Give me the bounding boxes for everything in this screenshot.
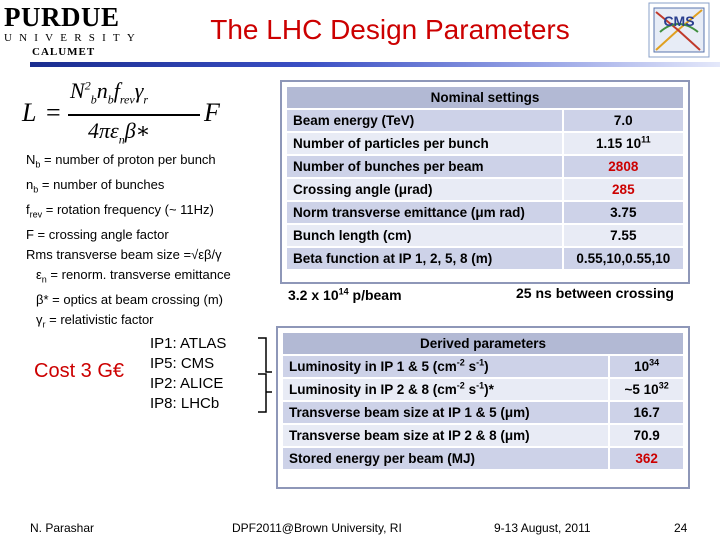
derived-parameters-title: Derived parameters [282, 332, 684, 355]
row-value-mantissa: ~5 10 [624, 382, 659, 397]
nominal-settings-panel [280, 80, 690, 284]
cms-logo [648, 2, 710, 58]
ip-list [150, 334, 226, 414]
footer-date: 9-13 August, 2011 [494, 521, 591, 535]
beam-note-unit: p/beam [348, 287, 402, 303]
row-label: Beam energy (TeV) [286, 109, 563, 132]
row-value: 7.0 [563, 109, 684, 132]
formula-numerator-symbol: N [70, 78, 85, 103]
row-label-part: s [464, 382, 477, 397]
row-label-part: )* [484, 382, 494, 397]
row-label-part: s [464, 359, 477, 374]
table-row [282, 447, 684, 470]
row-value [609, 355, 684, 378]
definition-item: F = crossing angle factor [26, 226, 169, 242]
formula-lhs: L [22, 98, 37, 127]
ip-item: IP8: LHCb [150, 395, 220, 412]
purdue-logo-line2: UNIVERSITY [4, 32, 142, 44]
beam-note-mantissa: 3.2 x 10 [288, 287, 339, 303]
derived-parameters-table [281, 331, 685, 471]
row-label-part: Luminosity in IP 2 & 8 (cm [289, 382, 457, 397]
row-label: Number of particles per bunch [286, 132, 563, 155]
row-label-exponent: -2 [456, 357, 465, 368]
symbol-definitions [26, 150, 276, 335]
definition-nb-text: = number of proton per bunch [40, 152, 216, 167]
row-label-exponent: -2 [456, 380, 465, 391]
row-label-part: ) [484, 359, 489, 374]
footer-venue: DPF2011@Brown University, RI [232, 521, 402, 535]
table-row [286, 178, 684, 201]
beam-particle-note [288, 287, 402, 303]
row-label: Norm transverse emittance (μm rad) [286, 201, 563, 224]
definition-item: β* = optics at beam crossing (m) [36, 292, 224, 308]
definition-item: $\gamma_r$ = relativistic factor [36, 312, 154, 331]
row-label-exponent: -1 [476, 380, 485, 391]
row-value [563, 132, 684, 155]
purdue-logo-line3: CALUMET [32, 46, 96, 58]
table-row [286, 201, 684, 224]
row-label: Number of bunches per beam [286, 155, 563, 178]
row-label: Transverse beam size at IP 2 & 8 (μm) [282, 424, 609, 447]
row-label: Stored energy per beam (MJ) [282, 447, 609, 470]
cms-logo-text: CMS [663, 13, 695, 29]
footer-page-number: 24 [674, 521, 688, 535]
table-row [282, 378, 684, 401]
definition-item: $f_{rev}$ = rotation frequency (~ 11Hz) [26, 201, 214, 220]
row-value: 362 [609, 447, 684, 470]
row-value-exponent: 11 [641, 134, 651, 145]
table-row [282, 401, 684, 424]
ip-bracket [254, 334, 276, 416]
definition-item: $N_b$ = number of proton per bunch [26, 152, 216, 170]
table-row [286, 224, 684, 247]
table-row [286, 109, 684, 132]
row-label: Crossing angle (μrad) [286, 178, 563, 201]
purdue-logo-line1: PURDUE [4, 2, 120, 32]
row-value-mantissa: 1.15 10 [596, 136, 642, 151]
table-row [282, 424, 684, 447]
footer-author: N. Parashar [30, 521, 95, 535]
row-value: 2808 [563, 155, 684, 178]
row-value-exponent: 34 [649, 357, 660, 368]
slide-title: The LHC Design Parameters [210, 14, 570, 45]
nominal-settings-title: Nominal settings [286, 86, 684, 109]
crossing-note: 25 ns between crossing [516, 285, 674, 301]
formula-factor: F [204, 98, 220, 127]
definition-item: $\varepsilon_n$ = renorm. transverse emittance [36, 267, 231, 285]
table-row [286, 155, 684, 178]
row-label: Transverse beam size at IP 1 & 5 (μm) [282, 401, 609, 424]
luminosity-formula [22, 78, 252, 148]
row-value-mantissa: 10 [634, 359, 650, 374]
definition-item: Rms transverse beam size =√εβ/γ [26, 246, 222, 262]
table-row [282, 355, 684, 378]
row-label-exponent: -1 [476, 357, 485, 368]
row-label: Beta function at IP 1, 2, 5, 8 (m) [286, 247, 563, 270]
ip-item: IP2: ALICE [150, 375, 224, 392]
beam-note-exponent: 14 [338, 286, 349, 297]
row-value: 70.9 [609, 424, 684, 447]
row-value [609, 378, 684, 401]
ip-item: IP5: CMS [150, 355, 215, 372]
table-row [286, 247, 684, 270]
row-value: 285 [563, 178, 684, 201]
row-value-exponent: 32 [658, 380, 669, 391]
row-value: 0.55,10,0.55,10 [563, 247, 684, 270]
row-value: 7.55 [563, 224, 684, 247]
purdue-logo [2, 2, 142, 60]
header-divider [30, 62, 720, 67]
formula-denominator-symbol: 4πε [88, 118, 119, 143]
row-label [282, 378, 609, 401]
formula-denominator: $4\pi\varepsilon_n\beta∗$ [88, 118, 151, 147]
cost-label: Cost 3 G€ [34, 360, 125, 382]
formula-fraction-bar [68, 114, 200, 116]
row-value: 3.75 [563, 201, 684, 224]
row-label-part: Luminosity in IP 1 & 5 (cm [289, 359, 457, 374]
row-value: 16.7 [609, 401, 684, 424]
formula-numerator: $N^2_bn_bf_{rev}\gamma_r$ [70, 78, 149, 107]
ip-item: IP1: ATLAS [150, 335, 227, 352]
row-label: Bunch length (cm) [286, 224, 563, 247]
table-row [286, 132, 684, 155]
derived-parameters-panel [276, 326, 690, 489]
nominal-settings-table [285, 85, 685, 271]
definition-item: $n_b$ = number of bunches [26, 176, 165, 195]
formula-equals: = [46, 98, 61, 127]
row-label [282, 355, 609, 378]
